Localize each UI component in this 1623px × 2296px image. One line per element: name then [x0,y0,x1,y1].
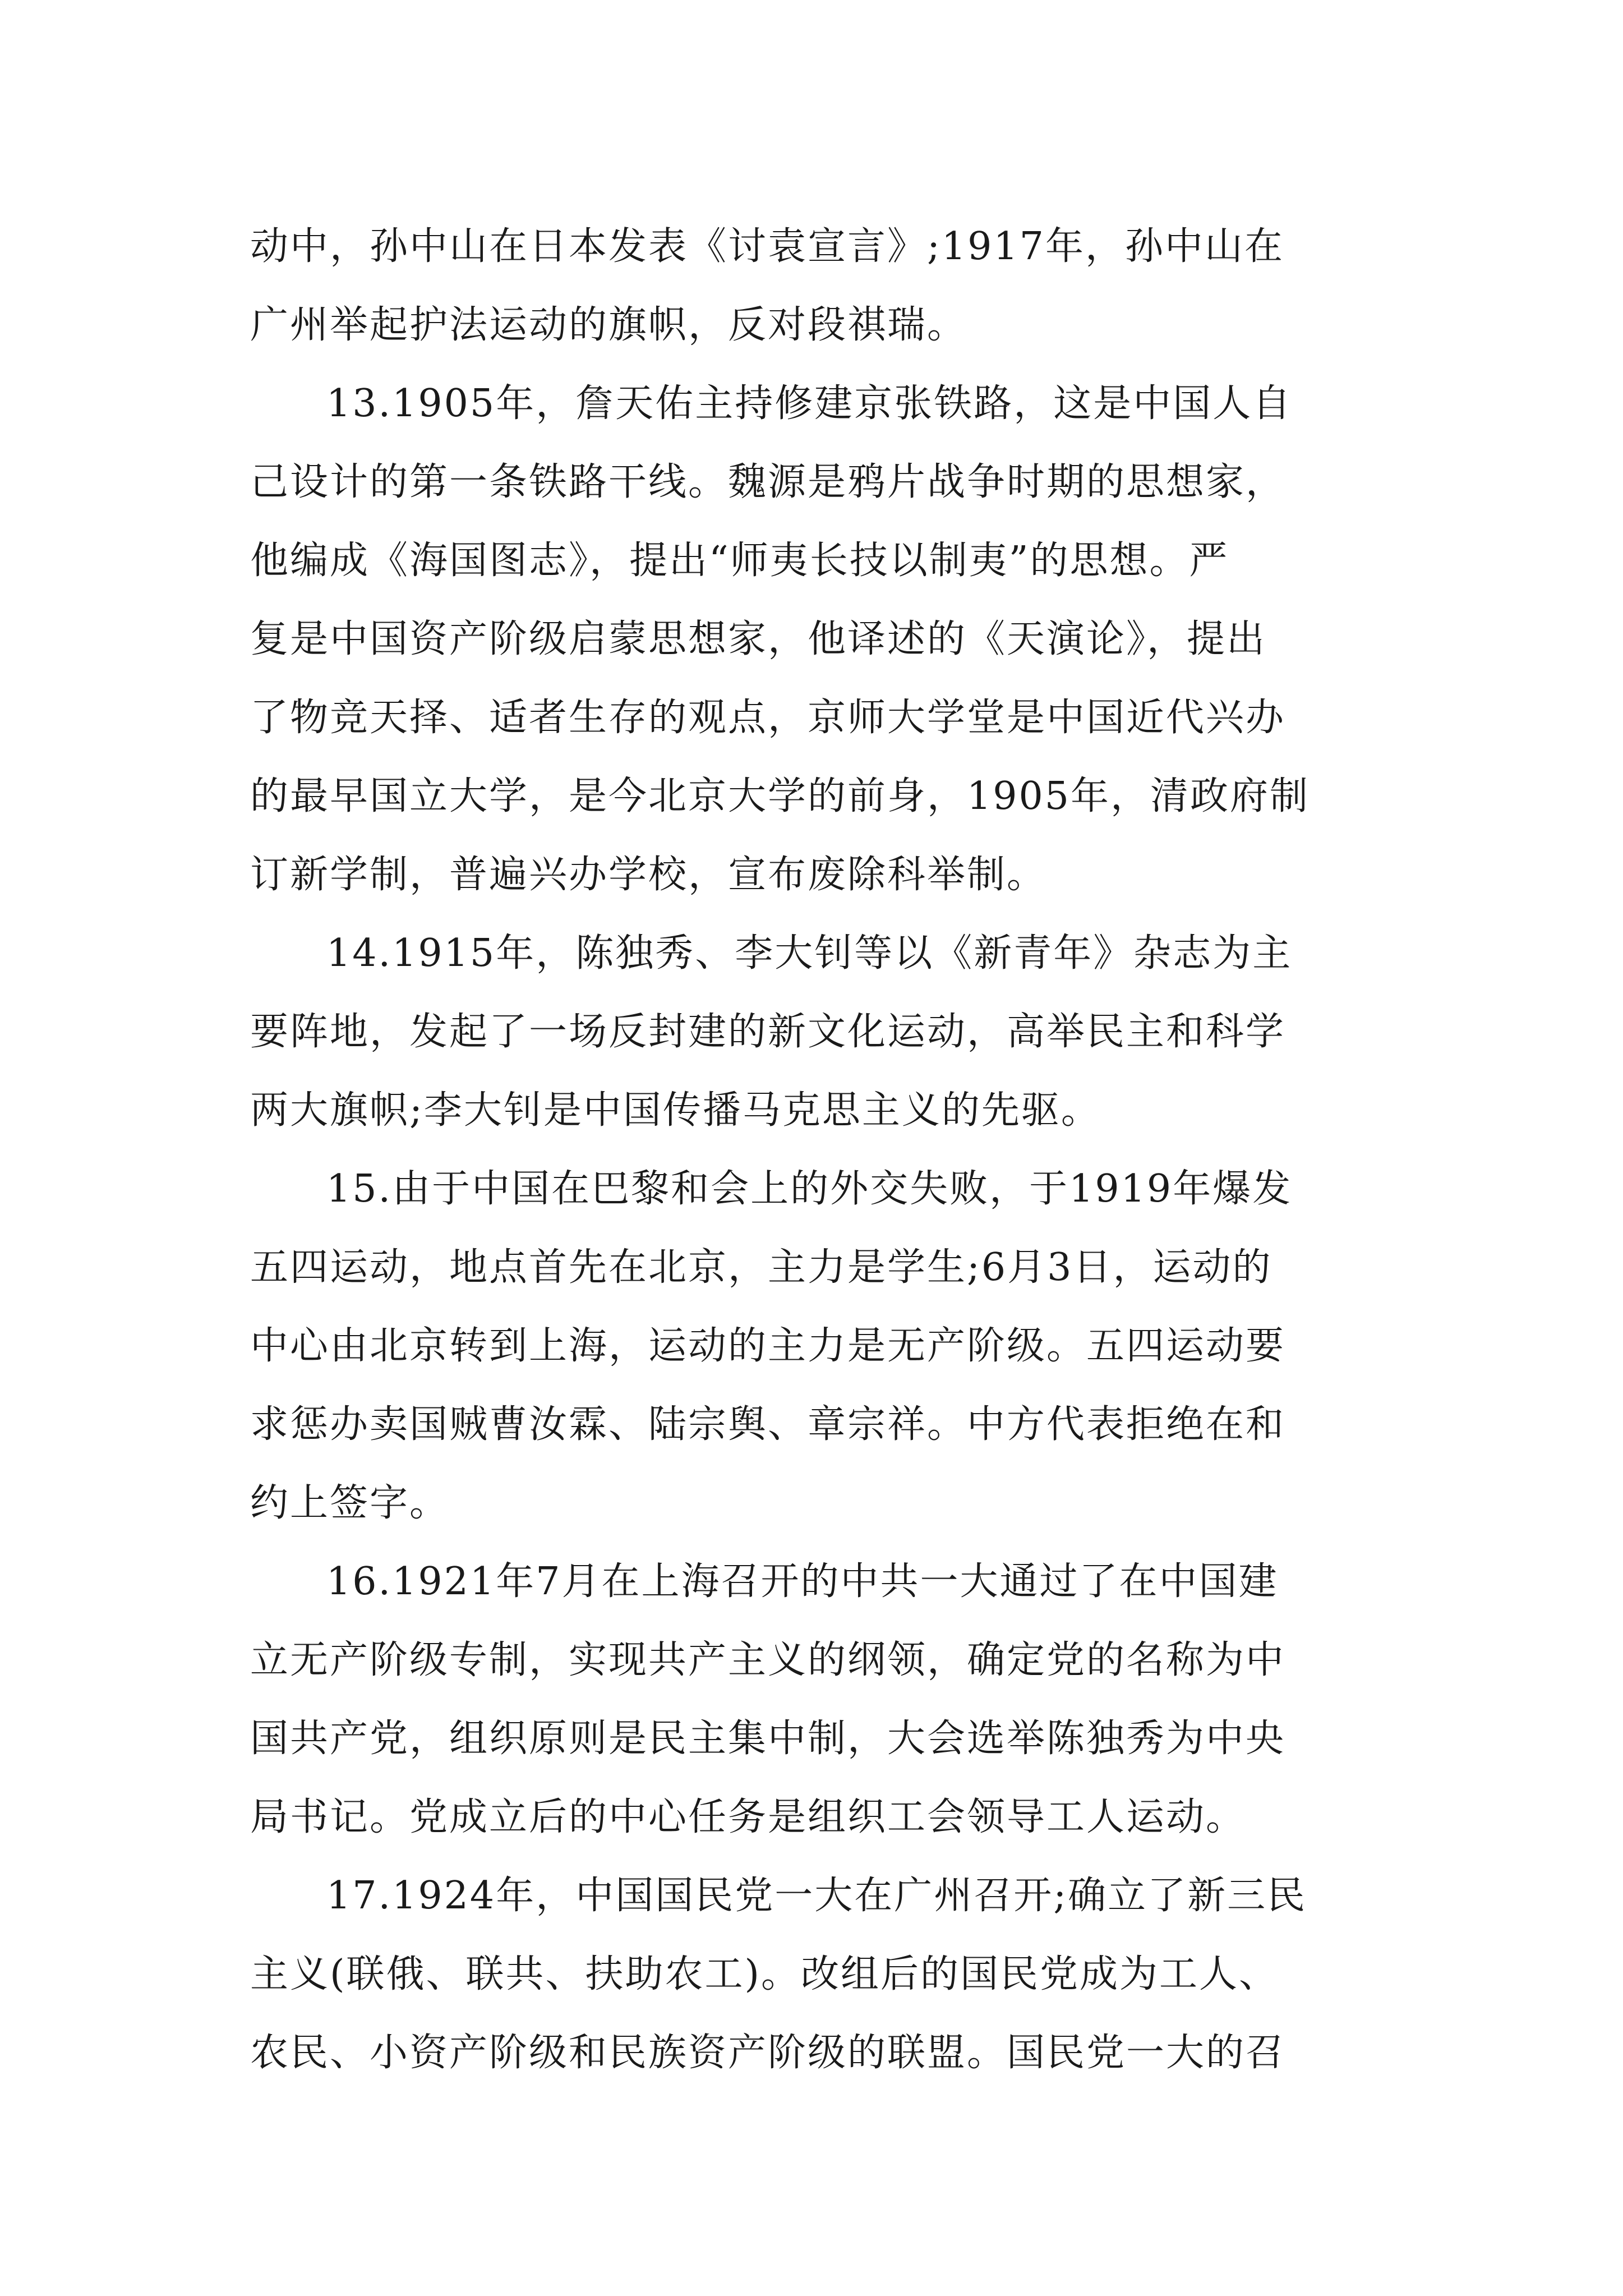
text-line: 约上签字。 [250,1481,450,1525]
text-line: 复是中国资产阶级启蒙思想家，他译述的《天演论》，提出 [250,617,1267,661]
text-line: 了物竞天择、适者生存的观点，京师大学堂是中国近代兴办 [250,696,1286,740]
text-line: 要阵地，发起了一场反封建的新文化运动，高举民主和科学 [250,1010,1286,1054]
paragraph-14-start: 14.1915年，陈独秀、李大钊等以《新青年》杂志为主 [326,931,1293,976]
text-line: 两大旗帜;李大钊是中国传播马克思主义的先驱。 [250,1088,1101,1133]
text-line: 立无产阶级专制，实现共产主义的纲领，确定党的名称为中 [250,1638,1286,1682]
text-line: 己设计的第一条铁路干线。魏源是鸦片战争时期的思想家， [250,460,1286,504]
paragraph-15-start: 15.由于中国在巴黎和会上的外交失败，于1919年爆发 [326,1167,1293,1211]
text-line: 动中，孙中山在日本发表《讨袁宣言》;1917年，孙中山在 [250,224,1284,269]
paragraph-16-start: 16.1921年7月在上海召开的中共一大通过了在中国建 [326,1559,1279,1604]
document-body [250,208,1400,2092]
text-line: 订新学制，普遍兴办学校，宣布废除科举制。 [250,853,1047,897]
paragraph-13-start: 13.1905年，詹天佑主持修建京张铁路，这是中国人自 [326,381,1293,426]
text-line: 五四运动，地点首先在北京，主力是学生;6月3日，运动的 [250,1245,1272,1290]
text-line: 国共产党，组织原则是民主集中制，大会选举陈独秀为中央 [250,1717,1286,1761]
text-line: 他编成《海国图志》，提出“师夷长技以制夷”的思想。严 [250,539,1229,583]
text-line: 农民、小资产阶级和民族资产阶级的联盟。国民党一大的召 [250,2031,1286,2075]
text-line: 局书记。党成立后的中心任务是组织工会领导工人运动。 [250,1795,1246,1839]
text-line: 主义(联俄、联共、扶助农工)。改组后的国民党成为工人、 [250,1952,1279,1996]
text-line: 中心由北京转到上海，运动的主力是无产阶级。五四运动要 [250,1324,1286,1368]
text-line: 的最早国立大学，是今北京大学的前身，1905年，清政府制 [250,774,1310,818]
paragraph-17-start: 17.1924年，中国国民党一大在广州召开;确立了新三民 [326,1874,1307,1918]
text-line: 广州举起护法运动的旗帜，反对段祺瑞。 [250,303,967,347]
text-line: 求惩办卖国贼曹汝霖、陆宗舆、章宗祥。中方代表拒绝在和 [250,1402,1286,1447]
